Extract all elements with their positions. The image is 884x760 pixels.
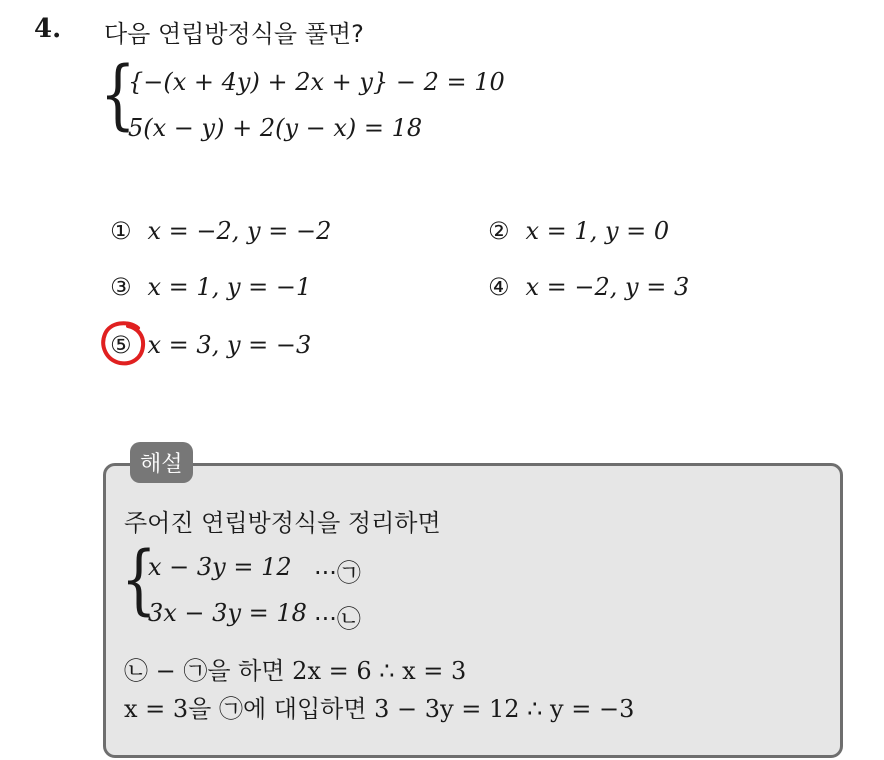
system-equation-2: 5(x − y) + 2(y − x) = 18 [128,114,423,142]
choice-3[interactable] [110,273,311,301]
solution-tag: 해설 [130,442,193,483]
solution-step-2: x = 3을 ㉠에 대입하면 3 − 3y = 12 ∴ y = −3 [124,695,635,723]
question-prompt: 다음 연립방정식을 풀면? [104,20,364,48]
solution-equation-2-label: ···㉡ [314,605,361,633]
choice-3-text: x = 1, y = −1 [147,273,312,301]
solution-equation-2: 3x − 3y = 18 [148,599,307,627]
choice-1-mark: ① [110,217,132,245]
choice-2-text: x = 1, y = 0 [525,217,670,245]
choice-5-mark: ⑤ [110,331,132,359]
choice-2[interactable] [488,217,669,245]
question-number: 4. [34,14,62,44]
choice-3-mark: ③ [110,273,132,301]
solution-system-brace: { [121,536,157,624]
answer-circle-mark [98,318,150,368]
choice-4-mark: ④ [488,273,510,301]
choice-1-text: x = −2, y = −2 [147,217,332,245]
solution-intro: 주어진 연립방정식을 정리하면 [124,509,441,537]
solution-equation-1: x − 3y = 12 [148,553,292,581]
choice-2-mark: ② [488,217,510,245]
choice-1[interactable] [110,217,331,245]
system-brace: { [100,51,136,139]
system-equation-1: {−(x + 4y) + 2x + y} − 2 = 10 [128,68,505,96]
solution-equation-1-label: ···㉠ [314,559,361,587]
solution-step-1: ㉡ − ㉠을 하면 2x = 6 ∴ x = 3 [124,657,467,685]
choice-4-text: x = −2, y = 3 [525,273,690,301]
choice-4[interactable] [488,273,689,301]
choice-5-text: x = 3, y = −3 [147,331,312,359]
